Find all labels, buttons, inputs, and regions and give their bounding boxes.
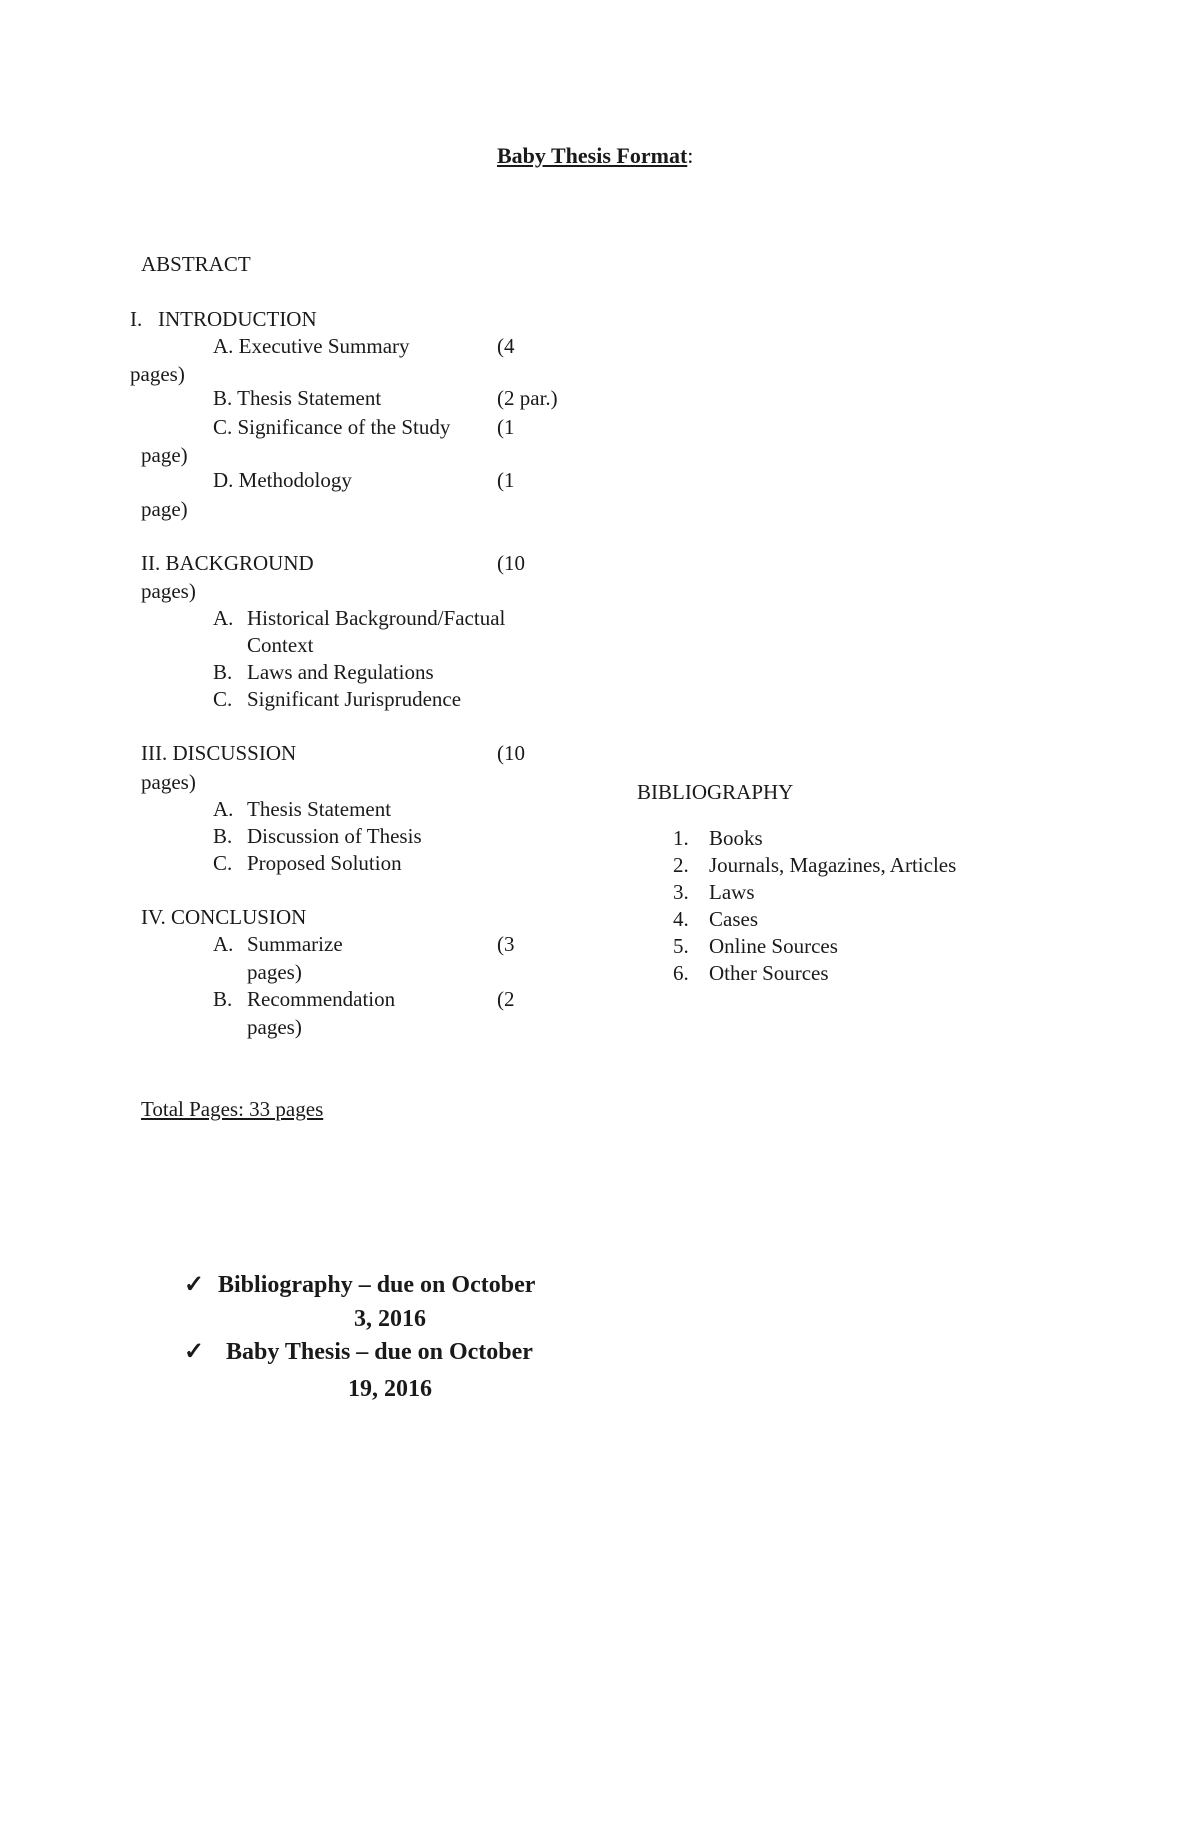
background-item-label: Historical Background/Factual — [247, 606, 506, 630]
background-item-label-cont: Context — [247, 633, 314, 657]
conclusion-item-pages-cont: pages) — [247, 1015, 302, 1039]
intro-item-pages-cont: page) — [141, 497, 188, 521]
bibliography-item-number: 5. — [673, 934, 689, 958]
conclusion-item-label: Recommendation — [247, 987, 396, 1011]
discussion-item-marker: C. — [213, 851, 233, 875]
background-item-marker: A. — [213, 606, 234, 630]
bibliography-item: Laws — [709, 880, 755, 904]
background-item-label: Significant Jurisprudence — [247, 687, 462, 711]
bibliography-heading: BIBLIOGRAPHY — [637, 780, 794, 804]
background-pages: (10 — [497, 551, 525, 575]
intro-item-pages-cont: page) — [141, 443, 188, 467]
bibliography-item: Books — [709, 826, 763, 850]
intro-item-label: B. Thesis Statement — [213, 386, 382, 410]
conclusion-item-pages-cont: pages) — [247, 960, 302, 984]
check-icon: ✓ — [184, 1272, 205, 1298]
conclusion-item-pages: (3 — [497, 932, 515, 956]
intro-item-label: C. Significance of the Study — [213, 415, 451, 439]
discussion-item-marker: B. — [213, 824, 233, 848]
bibliography-item: Cases — [709, 907, 758, 931]
bibliography-item-number: 6. — [673, 961, 689, 985]
background-item-marker: B. — [213, 660, 233, 684]
discussion-item-label: Thesis Statement — [247, 797, 392, 821]
deadline-baby-thesis-date: 19, 2016 — [348, 1376, 432, 1402]
page-title: Baby Thesis Format: — [497, 143, 694, 168]
bibliography-item: Journals, Magazines, Articles — [709, 853, 957, 877]
discussion-pages: (10 — [497, 741, 525, 765]
bibliography-item-number: 2. — [673, 853, 689, 877]
background-item-marker: C. — [213, 687, 233, 711]
deadline-baby-thesis: Baby Thesis – due on October — [226, 1339, 533, 1365]
background-pages-cont: pages) — [141, 579, 196, 603]
intro-item-label: D. Methodology — [213, 468, 352, 492]
intro-item-pages: (1 — [497, 468, 515, 492]
total-pages: Total Pages: 33 pages — [141, 1097, 324, 1121]
discussion-item-label: Proposed Solution — [247, 851, 402, 875]
bibliography-item-number: 1. — [673, 826, 689, 850]
section-conclusion-heading: IV. CONCLUSION — [141, 905, 307, 929]
conclusion-item-label: Summarize — [247, 932, 343, 956]
discussion-item-label: Discussion of Thesis — [247, 824, 422, 848]
section-abstract: ABSTRACT — [141, 252, 251, 276]
conclusion-item-marker: B. — [213, 987, 233, 1011]
deadline-bibliography-date: 3, 2016 — [354, 1306, 426, 1332]
discussion-pages-cont: pages) — [141, 770, 196, 794]
bibliography-item-number: 4. — [673, 907, 689, 931]
background-item-label: Laws and Regulations — [247, 660, 434, 684]
conclusion-item-pages: (2 — [497, 987, 515, 1011]
bibliography-item-number: 3. — [673, 880, 689, 904]
intro-item-pages: (2 par.) — [497, 386, 558, 410]
check-icon: ✓ — [184, 1339, 205, 1365]
section-introduction-heading: I. INTRODUCTION — [130, 307, 317, 331]
intro-item-pages: (4 — [497, 334, 515, 358]
intro-item-pages-cont: pages) — [130, 362, 185, 386]
intro-item-label: A. Executive Summary — [213, 334, 410, 358]
intro-item-pages: (1 — [497, 415, 515, 439]
bibliography-item: Other Sources — [709, 961, 829, 985]
discussion-item-marker: A. — [213, 797, 234, 821]
section-background-heading: II. BACKGROUND — [141, 551, 314, 575]
deadline-bibliography: Bibliography – due on October — [218, 1272, 536, 1298]
conclusion-item-marker: A. — [213, 932, 234, 956]
bibliography-item: Online Sources — [709, 934, 838, 958]
section-discussion-heading: III. DISCUSSION — [141, 741, 297, 765]
